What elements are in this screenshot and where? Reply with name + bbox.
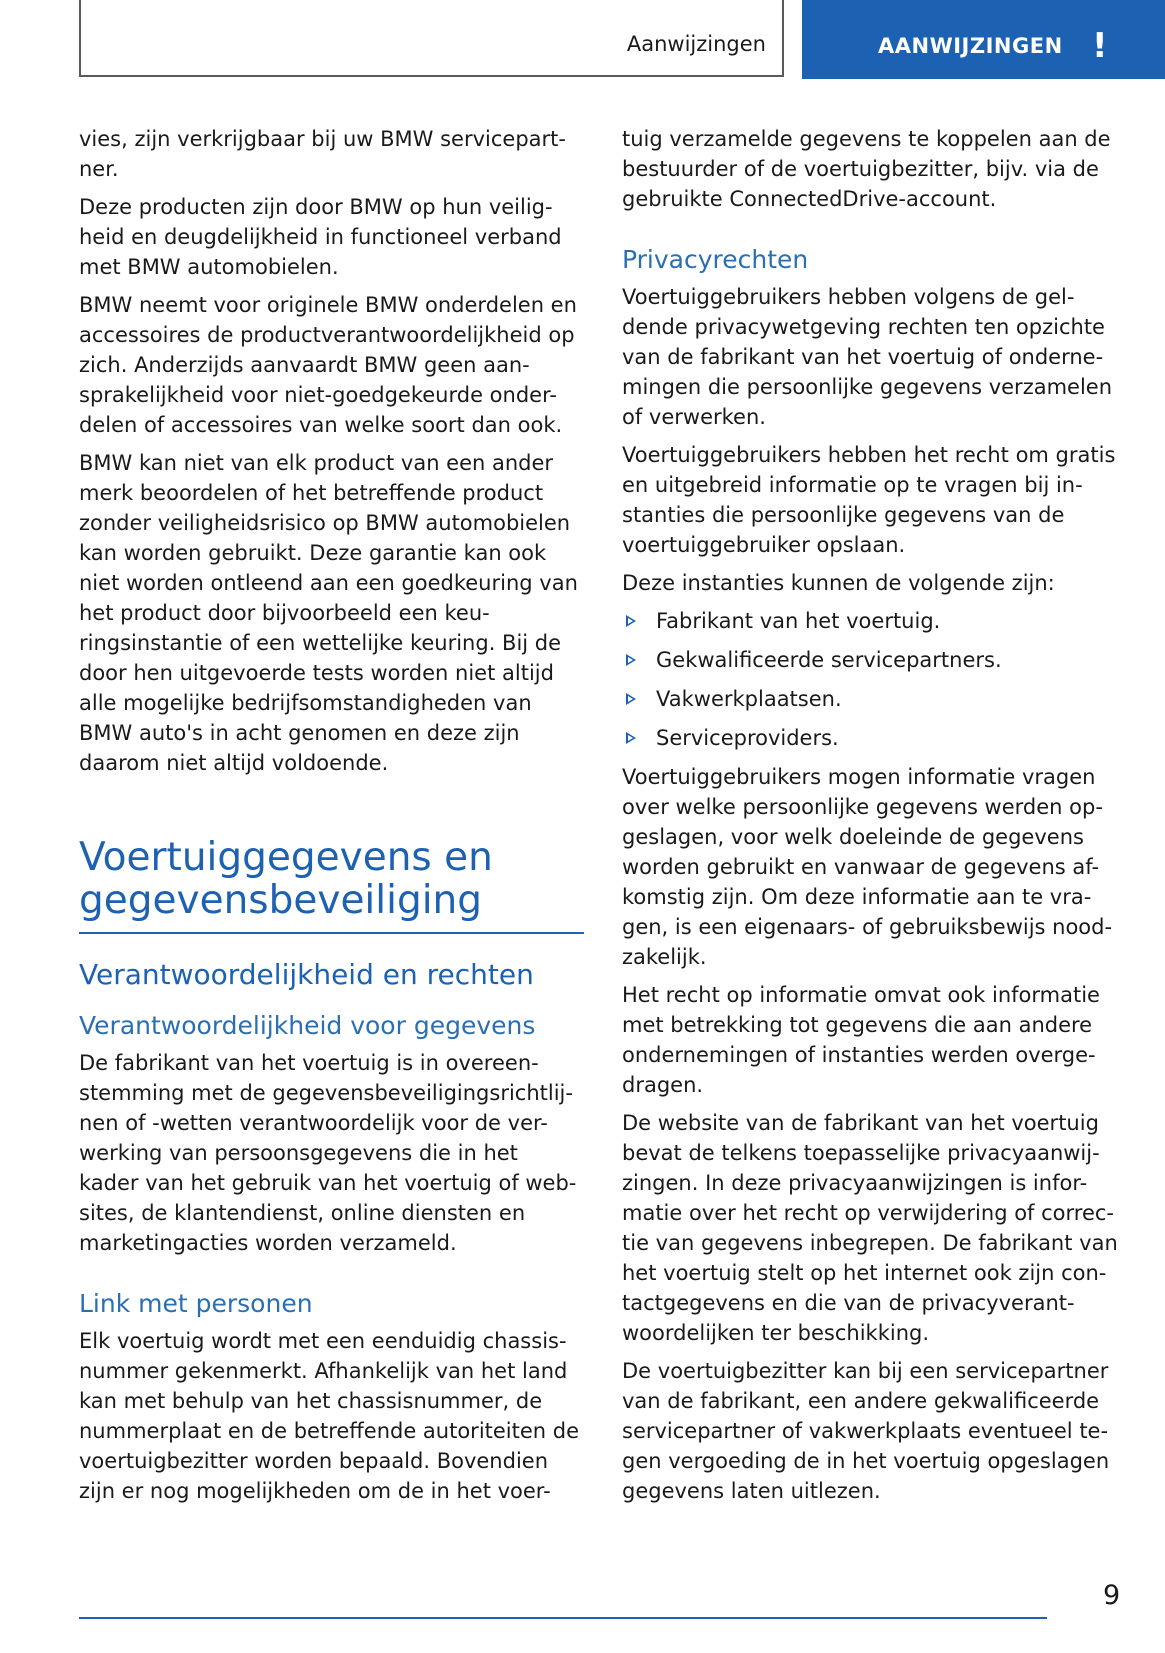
list-item <box>622 645 1122 675</box>
paragraph: Deze instanties kunnen de volgende zijn: <box>622 571 1055 595</box>
main-heading: Voertuiggegevens en gegevensbeveiliging <box>79 835 493 923</box>
paragraph: De fabrikant van het voertuig is in overeen- stemming met de gegevensbeveiligingsrichtlij- nen of -wetten verantwoordelijk voor de ver- werking van persoonsgegevens die in het kader van het gebruik van het voertuig of web- sites, de klantendienst, online diensten en marketingacties worden verzameld. <box>79 1051 577 1255</box>
paragraph: Voertuiggebruikers hebben het recht om gratis en uitgebreid informatie op te vragen bij in- stanties die persoonlijke gegevens van de voertuiggebruiker opslaan. <box>622 443 1116 557</box>
header-chapter-tab[interactable] <box>802 0 1165 79</box>
section-title-data-responsibility: Verantwoordelijkheid voor gegevens <box>79 1011 536 1040</box>
paragraph: De voertuigbezitter kan bij een servicepartner van de fabrikant, een andere gekwalificeerde servicepartner of vakwerkplaats eventueel te- gen vergoeding de in het voertuig opgeslagen gegevens laten uitlezen. <box>622 1359 1110 1503</box>
paragraph: Deze producten zijn door BMW op hun veilig- heid en deugdelijkheid in functioneel verband met BMW automobielen. <box>79 195 562 279</box>
triangle-bullet-icon <box>626 615 636 627</box>
left-column <box>79 124 584 1514</box>
chapter-tab-label: AANWIJZINGEN <box>878 34 1063 58</box>
list-item-text: Fabrikant van het voertuig. <box>656 609 941 633</box>
header-frame <box>79 0 784 77</box>
section-title-privacy-rights: Privacyrechten <box>622 245 809 274</box>
list-item-text: Serviceproviders. <box>656 726 839 750</box>
institution-list <box>622 606 1122 753</box>
paragraph: BMW kan niet van elk product van een ander merk beoordelen of het betreffende product zonder veiligheidsrisico op BMW automobielen kan worden gebruikt. Deze garantie kan ook niet worden ontleend aan een goedkeuring van het product door bijvoorbeeld een keu- ringsinstantie of een wettelijke keuring. Bij de door hen uitgevoerde tests worden niet altijd alle mogelijke bedrijfsomstandigheden van BMW auto's in acht genomen en deze zijn daarom niet altijd voldoende. <box>79 451 578 775</box>
exclamation-icon: ! <box>1092 26 1108 66</box>
paragraph: vies, zijn verkrijgbaar bij uw BMW servicepart- ner. <box>79 127 566 181</box>
page-number: 9 <box>1103 1580 1121 1611</box>
paragraph: Elk voertuig wordt met een eenduidig chassis- nummer gekenmerkt. Afhankelijk van het land kan met behulp van het chassisnummer, de nummerplaat en de betreffende autoriteiten de voertuigbezitter worden bepaald. Bovendien zijn er nog mogelijkheden om de in het voer- <box>79 1329 580 1503</box>
list-item <box>622 606 1122 636</box>
paragraph: De website van de fabrikant van het voertuig bevat de telkens toepasselijke privacyaanwij- zingen. In deze privacyaanwijzingen is infor- matie over het recht op verwijdering of correc- tie van gegevens inbegrepen. De fabrikant van het voertuig stelt op het internet ook zijn con- tactgegevens en die van de privacyverant- woordelijken ter beschikking. <box>622 1111 1118 1345</box>
triangle-bullet-icon <box>626 693 636 705</box>
triangle-bullet-icon <box>626 732 636 744</box>
paragraph: BMW neemt voor originele BMW onderdelen en accessoires de productverantwoordelijkheid op zich. Anderzijds aanvaardt BMW geen aan- sprakelijkheid voor niet-goedgekeurde onder- delen of accessoires van welke soort dan ook. <box>79 293 577 437</box>
list-item-text: Gekwalificeerde servicepartners. <box>656 648 1002 672</box>
sub-heading: Verantwoordelijkheid en rechten <box>79 958 534 991</box>
list-item-text: Vakwerkplaatsen. <box>656 687 842 711</box>
footer-divider <box>79 1617 1047 1619</box>
paragraph: tuig verzamelde gegevens te koppelen aan de bestuurder of de voertuigbezitter, bijv. via de gebruikte ConnectedDrive-account. <box>622 127 1111 211</box>
section-title-link-persons: Link met personen <box>79 1289 313 1318</box>
paragraph: Voertuiggebruikers mogen informatie vragen over welke persoonlijke gegevens werden op- geslagen, voor welk doeleinde de gegevens worden gebruikt en vanwaar de gegevens af- komstig zijn. Om deze informatie aan te vra- gen, is een eigenaars- of gebruiksbewijs nood- zakelijk. <box>622 765 1113 969</box>
triangle-bullet-icon <box>626 654 636 666</box>
paragraph: Het recht op informatie omvat ook informatie met betrekking tot gegevens die aan andere ondernemingen of instanties werden overge- dragen. <box>622 983 1100 1097</box>
right-column <box>622 124 1122 1514</box>
list-item <box>622 684 1122 714</box>
paragraph: Voertuiggebruikers hebben volgens de gel- dende privacywetgeving rechten ten opzichte van de fabrikant van het voertuig of onderne- mingen die persoonlijke gegevens verzamelen of verwerken. <box>622 285 1113 429</box>
heading-divider <box>79 932 584 934</box>
list-item <box>622 723 1122 753</box>
header-section-label: Aanwijzingen <box>626 32 766 56</box>
